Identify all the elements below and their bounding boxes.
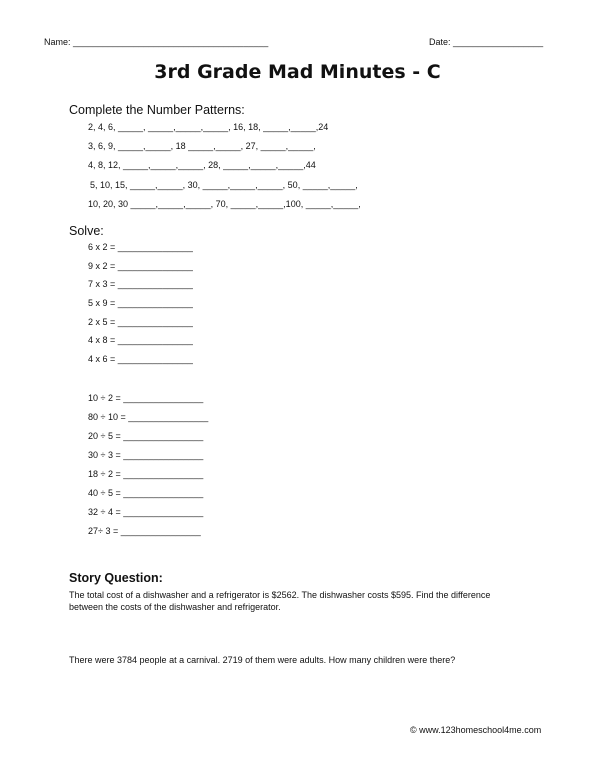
division-problem: 32 ÷ 4 = ________________ — [88, 507, 204, 517]
multiplication-problem: 6 x 2 = _______________ — [88, 242, 193, 252]
page-title: 3rd Grade Mad Minutes - C — [154, 61, 441, 83]
division-problem: 20 ÷ 5 = ________________ — [88, 431, 204, 441]
name-field-label: Name: _______________________________________ — [44, 37, 269, 47]
division-problem: 30 ÷ 3 = ________________ — [88, 450, 204, 460]
story-heading: Story Question: — [69, 571, 163, 585]
story-question-2: There were 3784 people at a carnival. 2719 of them were adults. How many children were there? — [69, 655, 456, 665]
division-problem: 80 ÷ 10 = ________________ — [88, 412, 209, 422]
story-question-1: The total cost of a dishwasher and a refrigerator is $2562. The dishwasher costs $595. Find the difference between the costs of the dishwasher and refrigerator. — [69, 590, 491, 612]
division-problem: 40 ÷ 5 = ________________ — [88, 488, 204, 498]
date-field-label: Date: __________________ — [429, 37, 544, 47]
patterns-heading: Complete the Number Patterns: — [69, 103, 245, 117]
copyright-footer: © www.123homeschool4me.com — [410, 725, 542, 735]
pattern-row: 3, 6, 9, _____,_____, 18 _____,_____, 27, _____,_____, — [88, 141, 316, 151]
solve-heading: Solve: — [69, 224, 104, 238]
multiplication-problem: 2 x 5 = _______________ — [88, 317, 193, 327]
pattern-row: 4, 8, 12, _____,_____,_____, 28, _____,_____,_____,44 — [88, 160, 316, 170]
pattern-row: 2, 4, 6, _____, _____,_____,_____, 16, 18, _____,_____,24 — [88, 122, 329, 132]
multiplication-problem: 4 x 6 = _______________ — [88, 354, 193, 364]
pattern-row: 10, 20, 30 _____,_____,_____, 70, _____,_____,100, _____,_____, — [88, 199, 361, 209]
multiplication-problem: 5 x 9 = _______________ — [88, 298, 193, 308]
multiplication-problem: 4 x 8 = _______________ — [88, 335, 193, 345]
division-problem: 27÷ 3 = ________________ — [88, 526, 201, 536]
multiplication-problem: 9 x 2 = _______________ — [88, 261, 193, 271]
division-problem: 18 ÷ 2 = ________________ — [88, 469, 204, 479]
pattern-row: 5, 10, 15, _____,_____, 30, _____,_____,_____, 50, _____,_____, — [90, 180, 358, 190]
division-problem: 10 ÷ 2 = ________________ — [88, 393, 204, 403]
multiplication-problem: 7 x 3 = _______________ — [88, 279, 193, 289]
